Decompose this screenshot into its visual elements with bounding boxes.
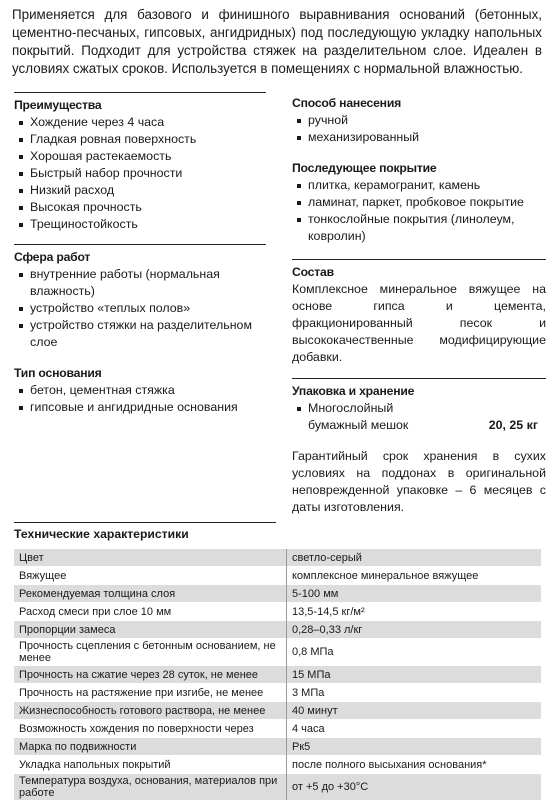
storage-text: Гарантийный срок хранения в сухих условиях на поддонах в оригинальной неповрежденной упаковке – 6 месяцев с даты изготовления. (292, 449, 546, 514)
table-row: Температура воздуха, основания, материалов при работе от +5 до +30°С (14, 774, 541, 801)
finish-heading: Последующее покрытие (292, 161, 437, 175)
section-divider (292, 259, 546, 260)
section-divider (14, 244, 266, 245)
section-divider (14, 92, 266, 93)
bullet-icon (19, 273, 23, 277)
bullet-icon (297, 119, 301, 123)
scope-heading: Сфера работ (14, 250, 91, 264)
list-item: плитка, керамогранит, камень (292, 177, 546, 194)
bullet-icon (19, 189, 23, 193)
table-row: Возможность хождения по поверхности через 4 часа (14, 720, 541, 738)
table-row: Пропорции замеса 0,28–0,33 л/кг (14, 621, 541, 639)
list-item: Быстрый набор прочности (14, 165, 266, 182)
list-item: Гладкая ровная поверхность (14, 131, 266, 148)
left-column (14, 92, 266, 427)
list-item: Трещиностойкость (14, 216, 266, 233)
list-item: гипсовые и ангидридные основания (14, 399, 266, 416)
base-type-section (14, 365, 266, 416)
scope-list (14, 266, 266, 351)
tech-specs (14, 522, 541, 800)
section-divider (292, 378, 546, 379)
application-heading: Способ нанесения (292, 96, 402, 110)
table-row: Рекомендуемая толщина слоя 5-100 мм (14, 585, 541, 603)
packaging-item (292, 400, 546, 434)
composition-text: Комплексное минеральное вяжущее на основе гипса и цемента, фракционированный песок и высококачественные модифицирующие добавки. (292, 282, 546, 364)
list-item: устройство «теплых полов» (14, 300, 266, 317)
bullet-icon (297, 218, 301, 222)
bullet-icon (297, 136, 301, 140)
bullet-icon (19, 406, 23, 410)
application-section (292, 95, 546, 146)
table-row: Укладка напольных покрытий после полного высыхания основания* (14, 756, 541, 774)
list-item: Хорошая растекаемость (14, 148, 266, 165)
list-item: Хождение через 4 часа (14, 114, 266, 131)
list-item: бетон, цементная стяжка (14, 382, 266, 399)
bag-line-1: Многослойный (308, 401, 394, 415)
bag-weight: 20, 25 кг (488, 418, 538, 432)
spec-table (14, 548, 541, 800)
bag-line-2: бумажный мешок (308, 418, 409, 432)
advantages-list (14, 114, 266, 233)
list-item: Высокая прочность (14, 199, 266, 216)
bullet-icon (19, 324, 23, 328)
base-type-heading: Тип основания (14, 366, 102, 380)
bullet-icon (19, 172, 23, 176)
finish-list (292, 177, 546, 245)
bullet-icon (19, 138, 23, 142)
packaging-heading: Упаковка и хранение (292, 384, 415, 398)
list-item: Низкий расход (14, 182, 266, 199)
list-item: механизированный (292, 129, 546, 146)
advantages-heading: Преимущества (14, 98, 102, 112)
table-row: Прочность на сжатие через 28 суток, не менее 15 МПа (14, 666, 541, 684)
list-item: ручной (292, 112, 546, 129)
base-type-list (14, 382, 266, 416)
table-row: Расход смеси при слое 10 мм 13,5-14,5 кг/м² (14, 603, 541, 621)
composition-section (292, 259, 546, 366)
list-item: внутренние работы (нормальная влажность) (14, 266, 266, 300)
bullet-icon (297, 201, 301, 205)
right-column (292, 92, 546, 527)
intro-paragraph: Применяется для базового и финишного выравнивания оснований (бетонных, цементно-песчаных, гипсовых, ангидридных) под последующую укладку напольных покрытий. Подходит для устройства стяжек на разделительном слое. Идеален в условиях сжатых сроков. Используется в помещениях с нормальной влажностью. (12, 7, 542, 76)
table-row: Вяжущее комплексное минеральное вяжущее (14, 567, 541, 585)
scope-section (14, 244, 266, 351)
bullet-icon (19, 307, 23, 311)
tech-specs-heading: Технические характеристики (14, 527, 189, 541)
bullet-icon (19, 223, 23, 227)
composition-heading: Состав (292, 265, 334, 279)
bullet-icon (19, 155, 23, 159)
table-row: Жизнеспособность готового раствора, не менее 40 минут (14, 702, 541, 720)
list-item: устройство стяжки на разделительном слое (14, 317, 266, 351)
bullet-icon (19, 206, 23, 210)
table-row: Прочность сцепления с бетонным основанием, не менее 0,8 МПа (14, 639, 541, 666)
table-row: Цвет светло-серый (14, 549, 541, 567)
application-list (292, 112, 546, 146)
finish-section (292, 160, 546, 245)
bullet-icon (19, 389, 23, 393)
table-row: Прочность на растяжение при изгибе, не менее 3 МПа (14, 684, 541, 702)
section-divider (14, 522, 276, 523)
list-item: ламинат, паркет, пробковое покрытие (292, 194, 546, 211)
bullet-icon (297, 407, 301, 411)
bullet-icon (19, 121, 23, 125)
bullet-icon (297, 184, 301, 188)
list-item: тонкослойные покрытия (линолеум, ковролин) (292, 211, 546, 245)
advantages-section (14, 92, 266, 233)
packaging-section (292, 378, 546, 516)
table-row: Марка по подвижности Рк5 (14, 738, 541, 756)
